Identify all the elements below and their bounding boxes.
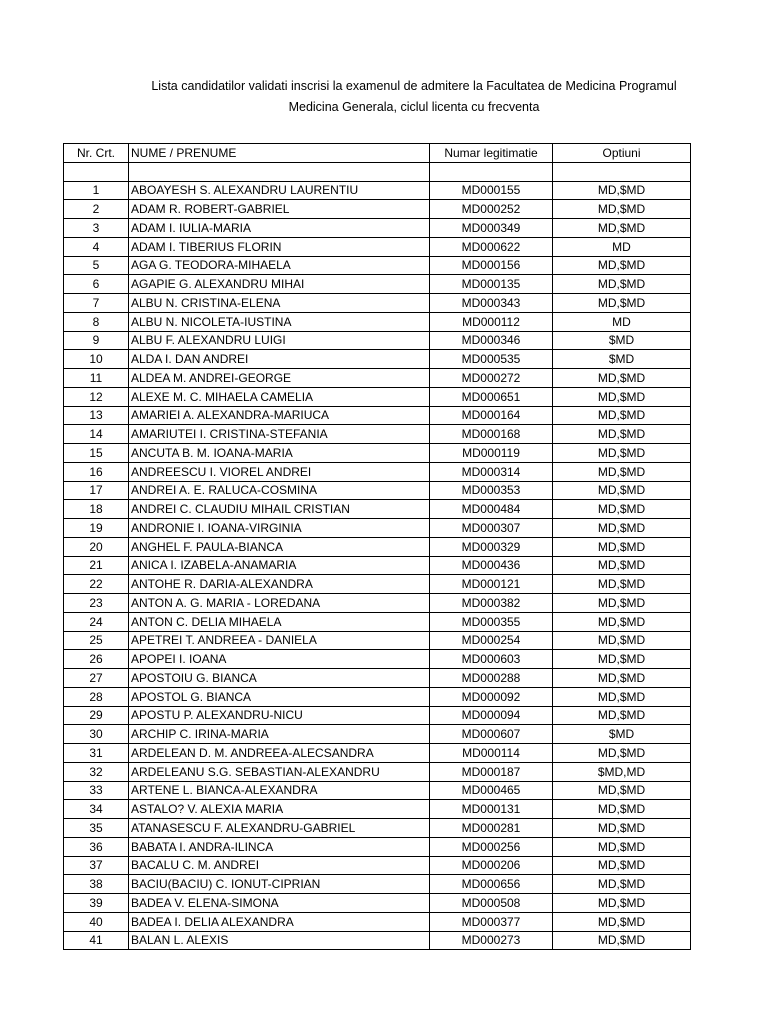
row-name: ARDELEAN D. M. ANDREEA-ALECSANDRA [129,744,430,763]
row-legitimatie: MD000131 [430,800,553,819]
row-optiuni: MD,$MD [553,631,691,650]
row-optiuni: MD,$MD [553,837,691,856]
row-name: ATANASESCU F. ALEXANDRU-GABRIEL [129,819,430,838]
row-nr: 35 [64,819,129,838]
row-optiuni: MD,$MD [553,275,691,294]
row-legitimatie: MD000254 [430,631,553,650]
table-row [64,537,691,556]
row-name: ARDELEANU S.G. SEBASTIAN-ALEXANDRU [129,762,430,781]
row-legitimatie: MD000273 [430,931,553,950]
table-row [64,819,691,838]
row-optiuni: MD [553,312,691,331]
row-name: ALDEA M. ANDREI-GEORGE [129,369,430,388]
row-name: ANTON A. G. MARIA - LOREDANA [129,594,430,613]
row-nr: 2 [64,200,129,219]
row-optiuni: MD,$MD [553,781,691,800]
row-optiuni: MD,$MD [553,912,691,931]
row-nr: 39 [64,894,129,913]
row-optiuni: $MD [553,350,691,369]
row-optiuni: MD,$MD [553,406,691,425]
row-optiuni: $MD [553,725,691,744]
table-row [64,312,691,331]
header-row [64,144,691,163]
row-nr: 15 [64,444,129,463]
row-nr: 31 [64,744,129,763]
row-legitimatie: MD000112 [430,312,553,331]
row-nr: 16 [64,462,129,481]
row-nr: 21 [64,556,129,575]
row-legitimatie: MD000349 [430,219,553,238]
title-line-1: Lista candidatilor validati inscrisi la examenul de admitere la Facultatea de Medicina Programul [151,79,677,93]
row-optiuni: MD,$MD [553,369,691,388]
row-nr: 3 [64,219,129,238]
row-name: BALAN L. ALEXIS [129,931,430,950]
row-legitimatie: MD000119 [430,444,553,463]
row-name: ARCHIP C. IRINA-MARIA [129,725,430,744]
row-name: APOSTOL G. BIANCA [129,687,430,706]
row-name: ASTALO? V. ALEXIA MARIA [129,800,430,819]
row-legitimatie: MD000535 [430,350,553,369]
row-nr: 40 [64,912,129,931]
row-legitimatie: MD000281 [430,819,553,838]
row-optiuni: MD,$MD [553,687,691,706]
table-row [64,800,691,819]
row-optiuni: MD,$MD [553,744,691,763]
table-row [64,706,691,725]
row-name: BABATA I. ANDRA-ILINCA [129,837,430,856]
table-row [64,575,691,594]
row-name: AGAPIE G. ALEXANDRU MIHAI [129,275,430,294]
table-row [64,894,691,913]
row-name: APOSTU P. ALEXANDRU-NICU [129,706,430,725]
table-row [64,725,691,744]
table-row [64,931,691,950]
row-name: ANICA I. IZABELA-ANAMARIA [129,556,430,575]
header-legitimatie: Numar legitimatie [430,144,553,163]
row-nr: 27 [64,669,129,688]
table-row [64,219,691,238]
row-name: AGA G. TEODORA-MIHAELA [129,256,430,275]
table-row [64,481,691,500]
row-legitimatie: MD000343 [430,294,553,313]
table-row [64,500,691,519]
table-row [64,331,691,350]
table-row [64,631,691,650]
table-row [64,200,691,219]
row-nr: 33 [64,781,129,800]
row-legitimatie: MD000508 [430,894,553,913]
row-legitimatie: MD000272 [430,369,553,388]
row-nr: 12 [64,387,129,406]
row-legitimatie: MD000114 [430,744,553,763]
row-legitimatie: MD000187 [430,762,553,781]
table-row [64,912,691,931]
row-optiuni: MD,$MD [553,819,691,838]
row-nr: 25 [64,631,129,650]
row-optiuni: MD,$MD [553,856,691,875]
row-nr: 26 [64,650,129,669]
row-legitimatie: MD000355 [430,612,553,631]
table-row [64,875,691,894]
table-row [64,556,691,575]
row-optiuni: $MD [553,331,691,350]
row-optiuni: $MD,MD [553,762,691,781]
table-row [64,744,691,763]
row-nr: 10 [64,350,129,369]
row-name: ANDREI C. CLAUDIU MIHAIL CRISTIAN [129,500,430,519]
row-optiuni: MD,$MD [553,181,691,200]
row-nr: 41 [64,931,129,950]
row-legitimatie: MD000382 [430,594,553,613]
row-nr: 20 [64,537,129,556]
row-nr: 32 [64,762,129,781]
row-nr: 17 [64,481,129,500]
row-nr: 5 [64,256,129,275]
row-legitimatie: MD000651 [430,387,553,406]
row-name: APOPEI I. IOANA [129,650,430,669]
row-nr: 23 [64,594,129,613]
row-nr: 29 [64,706,129,725]
row-optiuni: MD,$MD [553,931,691,950]
row-legitimatie: MD000346 [430,331,553,350]
table-row [64,462,691,481]
row-optiuni: MD,$MD [553,500,691,519]
row-name: BACALU C. M. ANDREI [129,856,430,875]
row-name: ALBU N. NICOLETA-IUSTINA [129,312,430,331]
table-row [64,181,691,200]
row-optiuni: MD,$MD [553,481,691,500]
row-name: ANDREESCU I. VIOREL ANDREI [129,462,430,481]
row-name: ALBU F. ALEXANDRU LUIGI [129,331,430,350]
header-name: NUME / PRENUME [129,144,430,163]
row-optiuni: MD,$MD [553,200,691,219]
row-legitimatie: MD000314 [430,462,553,481]
row-name: ARTENE L. BIANCA-ALEXANDRA [129,781,430,800]
row-legitimatie: MD000155 [430,181,553,200]
row-nr: 34 [64,800,129,819]
row-name: ANGHEL F. PAULA-BIANCA [129,537,430,556]
row-optiuni: MD,$MD [553,462,691,481]
table-row [64,406,691,425]
row-legitimatie: MD000156 [430,256,553,275]
candidates-table [63,143,691,950]
title-line-2: Medicina Generala, ciclul licenta cu frecventa [288,100,540,114]
row-optiuni: MD [553,237,691,256]
row-legitimatie: MD000622 [430,237,553,256]
row-optiuni: MD,$MD [553,575,691,594]
row-nr: 9 [64,331,129,350]
row-name: ADAM I. IULIA-MARIA [129,219,430,238]
table-row [64,669,691,688]
table-row [64,687,691,706]
row-name: AMARIUTEI I. CRISTINA-STEFANIA [129,425,430,444]
table-row [64,425,691,444]
row-nr: 6 [64,275,129,294]
row-nr: 8 [64,312,129,331]
row-optiuni: MD,$MD [553,444,691,463]
row-optiuni: MD,$MD [553,294,691,313]
row-name: ANDRONIE I. IOANA-VIRGINIA [129,519,430,538]
row-legitimatie: MD000288 [430,669,553,688]
row-optiuni: MD,$MD [553,387,691,406]
row-name: ADAM R. ROBERT-GABRIEL [129,200,430,219]
table-row [64,781,691,800]
row-legitimatie: MD000353 [430,481,553,500]
row-nr: 24 [64,612,129,631]
row-nr: 30 [64,725,129,744]
row-legitimatie: MD000307 [430,519,553,538]
row-legitimatie: MD000092 [430,687,553,706]
row-legitimatie: MD000168 [430,425,553,444]
row-optiuni: MD,$MD [553,519,691,538]
row-optiuni: MD,$MD [553,219,691,238]
header-nr: Nr. Crt. [64,144,129,163]
table-row [64,762,691,781]
table-row [64,856,691,875]
row-legitimatie: MD000121 [430,575,553,594]
row-nr: 22 [64,575,129,594]
row-name: BACIU(BACIU) C. IONUT-CIPRIAN [129,875,430,894]
row-optiuni: MD,$MD [553,706,691,725]
row-legitimatie: MD000377 [430,912,553,931]
row-name: ANTOHE R. DARIA-ALEXANDRA [129,575,430,594]
row-legitimatie: MD000607 [430,725,553,744]
row-optiuni: MD,$MD [553,650,691,669]
row-legitimatie: MD000164 [430,406,553,425]
row-legitimatie: MD000484 [430,500,553,519]
table-row [64,837,691,856]
row-legitimatie: MD000465 [430,781,553,800]
row-nr: 4 [64,237,129,256]
row-legitimatie: MD000436 [430,556,553,575]
table-row [64,294,691,313]
row-legitimatie: MD000094 [430,706,553,725]
table-row [64,256,691,275]
row-name: AMARIEI A. ALEXANDRA-MARIUCA [129,406,430,425]
table-row [64,519,691,538]
row-optiuni: MD,$MD [553,537,691,556]
row-nr: 13 [64,406,129,425]
row-name: ALBU N. CRISTINA-ELENA [129,294,430,313]
row-name: ALEXE M. C. MIHAELA CAMELIA [129,387,430,406]
table-row [64,612,691,631]
row-legitimatie: MD000329 [430,537,553,556]
empty-row [64,162,691,181]
document-title [60,76,768,118]
row-legitimatie: MD000603 [430,650,553,669]
row-optiuni: MD,$MD [553,669,691,688]
row-name: ANCUTA B. M. IOANA-MARIA [129,444,430,463]
table-row [64,275,691,294]
row-name: ANTON C. DELIA MIHAELA [129,612,430,631]
table-row [64,369,691,388]
row-name: ABOAYESH S. ALEXANDRU LAURENTIU [129,181,430,200]
header-optiuni: Optiuni [553,144,691,163]
row-name: ADAM I. TIBERIUS FLORIN [129,237,430,256]
table-row [64,387,691,406]
table-row [64,650,691,669]
table-row [64,444,691,463]
row-name: BADEA V. ELENA-SIMONA [129,894,430,913]
row-optiuni: MD,$MD [553,894,691,913]
row-optiuni: MD,$MD [553,594,691,613]
row-optiuni: MD,$MD [553,612,691,631]
row-nr: 28 [64,687,129,706]
row-nr: 11 [64,369,129,388]
table-row [64,350,691,369]
row-legitimatie: MD000256 [430,837,553,856]
row-name: BADEA I. DELIA ALEXANDRA [129,912,430,931]
row-name: APETREI T. ANDREEA - DANIELA [129,631,430,650]
row-nr: 14 [64,425,129,444]
row-nr: 1 [64,181,129,200]
table-row [64,594,691,613]
row-nr: 38 [64,875,129,894]
row-optiuni: MD,$MD [553,875,691,894]
row-legitimatie: MD000252 [430,200,553,219]
row-legitimatie: MD000656 [430,875,553,894]
table-row [64,237,691,256]
row-name: APOSTOIU G. BIANCA [129,669,430,688]
row-nr: 37 [64,856,129,875]
row-nr: 18 [64,500,129,519]
row-optiuni: MD,$MD [553,425,691,444]
row-nr: 36 [64,837,129,856]
row-nr: 7 [64,294,129,313]
row-nr: 19 [64,519,129,538]
row-legitimatie: MD000206 [430,856,553,875]
row-name: ALDA I. DAN ANDREI [129,350,430,369]
row-optiuni: MD,$MD [553,256,691,275]
row-optiuni: MD,$MD [553,556,691,575]
row-legitimatie: MD000135 [430,275,553,294]
row-name: ANDREI A. E. RALUCA-COSMINA [129,481,430,500]
row-optiuni: MD,$MD [553,800,691,819]
